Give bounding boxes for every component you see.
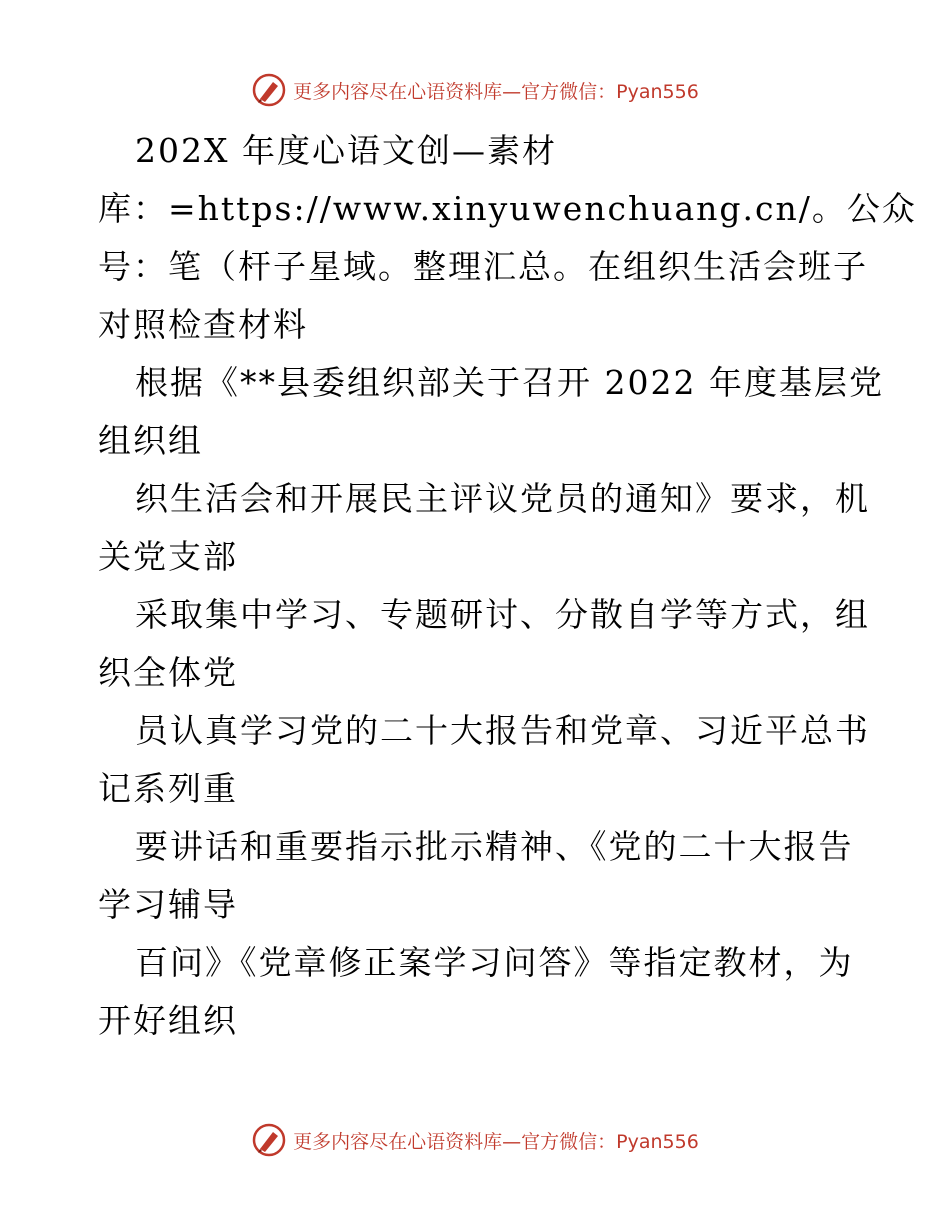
body-line: 根据《**县委组织部关于召开 2022 年度基层党: [135, 363, 884, 402]
header-banner: [0, 70, 950, 110]
body-line: 采取集中学习、专题研讨、分散自学等方式，组: [135, 595, 870, 634]
body-line: 要讲话和重要指示批示精神、《党的二十大报告: [135, 827, 854, 866]
body-line: 开好组织: [98, 1001, 238, 1040]
body-line: 员认真学习党的二十大报告和党章、习近平总书: [135, 711, 870, 750]
body-line: 202X 年度心语文创—素材: [135, 131, 557, 170]
footer-banner: [0, 1120, 950, 1160]
body-line: 百问》《党章修正案学习问答》等指定教材，为: [135, 943, 854, 982]
header-wechat-handle: Pyan556: [616, 80, 699, 103]
body-line: 库：=https://www.xinyuwenchuang.cn/。公众: [98, 189, 917, 228]
footer-wechat-handle: Pyan556: [616, 1130, 699, 1153]
pen-logo-icon: [251, 1122, 287, 1158]
body-line: 学习辅导: [98, 885, 238, 924]
header-banner-text: 更多内容尽在心语资料库—官方微信：Pyan556: [293, 80, 699, 103]
document-body: [98, 122, 917, 1050]
body-line: 组织组: [98, 421, 203, 460]
pen-logo-icon: [251, 72, 287, 108]
body-line: 号：笔（杆子星域。整理汇总。在组织生活会班子: [98, 247, 868, 286]
body-line: 关党支部: [98, 537, 238, 576]
body-line: 织全体党: [98, 653, 238, 692]
footer-banner-text: 更多内容尽在心语资料库—官方微信：Pyan556: [293, 1130, 699, 1153]
body-line: 织生活会和开展民主评议党员的通知》要求，机: [135, 479, 870, 518]
body-line: 记系列重: [98, 769, 238, 808]
body-line: 对照检查材料: [98, 305, 308, 344]
